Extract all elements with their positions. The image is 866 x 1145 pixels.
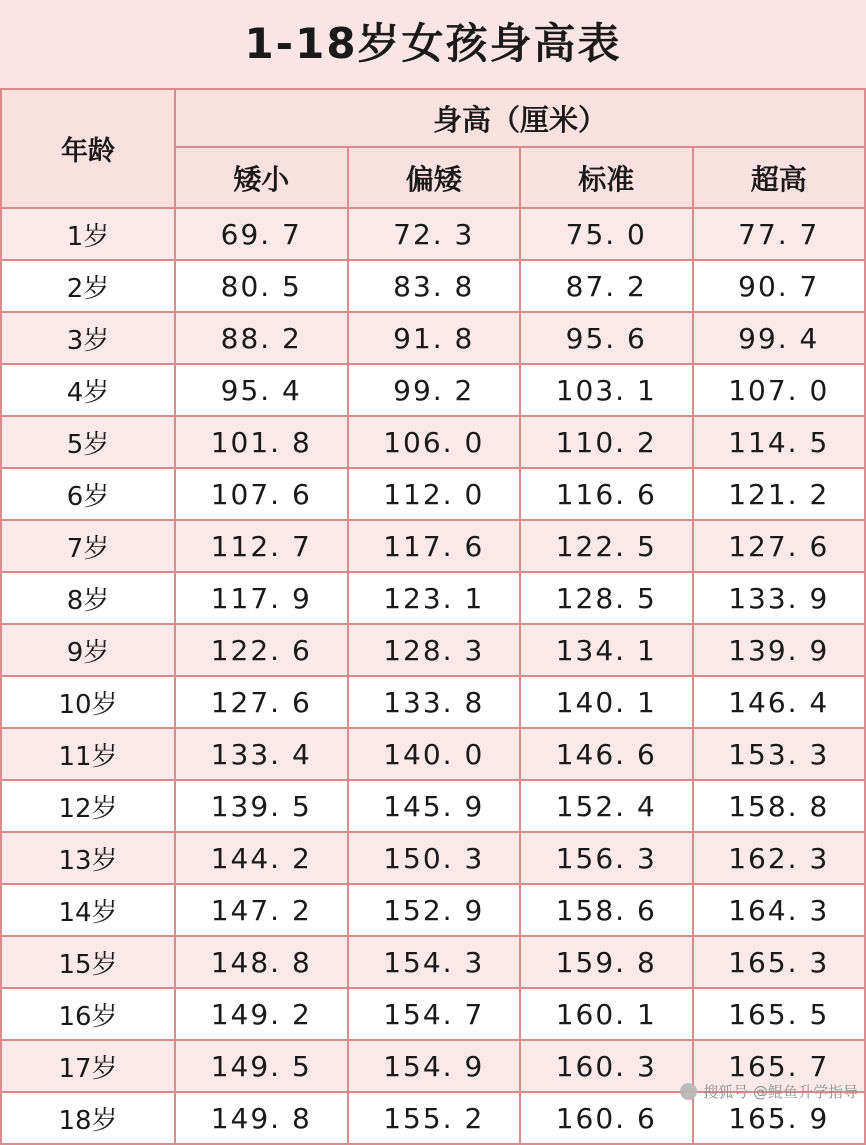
row-value-standard: 156. 3	[520, 832, 693, 884]
row-value-tall: 165. 3	[693, 936, 866, 988]
row-value-tall: 158. 8	[693, 780, 866, 832]
row-value-short: 80. 5	[175, 260, 348, 312]
row-value-short: 112. 7	[175, 520, 348, 572]
user-circle-icon	[680, 1083, 697, 1100]
watermark-text: 搜狐号 @鲲鱼升学指导	[703, 1083, 858, 1101]
row-value-below-avg: 154. 7	[348, 988, 521, 1040]
row-value-short: 107. 6	[175, 468, 348, 520]
row-value-tall: 162. 3	[693, 832, 866, 884]
table-row	[1, 728, 865, 780]
table-row	[1, 936, 865, 988]
table-row	[1, 572, 865, 624]
table-row	[1, 312, 865, 364]
row-age: 12岁	[1, 780, 175, 832]
header-age: 年龄	[1, 89, 175, 208]
row-value-standard: 160. 3	[520, 1040, 693, 1092]
row-value-short: 101. 8	[175, 416, 348, 468]
row-age: 2岁	[1, 260, 175, 312]
header-height-group: 身高（厘米）	[175, 89, 865, 147]
table-header	[1, 89, 865, 208]
row-value-short: 144. 2	[175, 832, 348, 884]
row-value-below-avg: 145. 9	[348, 780, 521, 832]
row-value-below-avg: 123. 1	[348, 572, 521, 624]
row-value-standard: 158. 6	[520, 884, 693, 936]
row-age: 5岁	[1, 416, 175, 468]
row-age: 14岁	[1, 884, 175, 936]
row-value-below-avg: 83. 8	[348, 260, 521, 312]
row-age: 18岁	[1, 1092, 175, 1144]
table-row	[1, 624, 865, 676]
row-age: 8岁	[1, 572, 175, 624]
row-value-standard: 116. 6	[520, 468, 693, 520]
header-row-top	[1, 89, 865, 147]
row-value-tall: 146. 4	[693, 676, 866, 728]
row-value-standard: 128. 5	[520, 572, 693, 624]
row-age: 16岁	[1, 988, 175, 1040]
row-age: 15岁	[1, 936, 175, 988]
row-value-short: 139. 5	[175, 780, 348, 832]
header-col-short: 矮小	[175, 147, 348, 208]
row-value-tall: 90. 7	[693, 260, 866, 312]
table-row	[1, 988, 865, 1040]
row-value-below-avg: 99. 2	[348, 364, 521, 416]
row-value-tall: 133. 9	[693, 572, 866, 624]
row-value-short: 127. 6	[175, 676, 348, 728]
row-value-standard: 160. 1	[520, 988, 693, 1040]
table-row	[1, 468, 865, 520]
row-value-short: 148. 8	[175, 936, 348, 988]
row-value-tall: 165. 5	[693, 988, 866, 1040]
row-value-short: 69. 7	[175, 208, 348, 260]
row-value-short: 117. 9	[175, 572, 348, 624]
row-value-tall: 77. 7	[693, 208, 866, 260]
row-value-below-avg: 112. 0	[348, 468, 521, 520]
row-value-standard: 87. 2	[520, 260, 693, 312]
row-value-short: 149. 2	[175, 988, 348, 1040]
row-value-below-avg: 117. 6	[348, 520, 521, 572]
row-age: 13岁	[1, 832, 175, 884]
row-value-standard: 160. 6	[520, 1092, 693, 1144]
row-age: 1岁	[1, 208, 175, 260]
row-value-standard: 140. 1	[520, 676, 693, 728]
row-value-tall: 107. 0	[693, 364, 866, 416]
row-value-below-avg: 155. 2	[348, 1092, 521, 1144]
row-value-tall: 121. 2	[693, 468, 866, 520]
table-row	[1, 832, 865, 884]
row-value-standard: 122. 5	[520, 520, 693, 572]
row-age: 17岁	[1, 1040, 175, 1092]
row-value-below-avg: 91. 8	[348, 312, 521, 364]
table-row	[1, 520, 865, 572]
row-value-short: 95. 4	[175, 364, 348, 416]
row-age: 6岁	[1, 468, 175, 520]
header-col-standard: 标准	[520, 147, 693, 208]
row-value-standard: 146. 6	[520, 728, 693, 780]
row-value-standard: 103. 1	[520, 364, 693, 416]
page-title: 1-18岁女孩身高表	[244, 19, 622, 68]
table-body	[1, 208, 865, 1144]
row-value-tall: 99. 4	[693, 312, 866, 364]
row-value-tall: 127. 6	[693, 520, 866, 572]
row-value-short: 133. 4	[175, 728, 348, 780]
table-row	[1, 780, 865, 832]
watermark	[680, 1081, 858, 1102]
row-value-standard: 159. 8	[520, 936, 693, 988]
table-row	[1, 416, 865, 468]
row-age: 9岁	[1, 624, 175, 676]
row-value-short: 149. 5	[175, 1040, 348, 1092]
row-value-below-avg: 154. 3	[348, 936, 521, 988]
row-age: 7岁	[1, 520, 175, 572]
row-age: 4岁	[1, 364, 175, 416]
table-row	[1, 676, 865, 728]
girls-height-table	[0, 88, 866, 1145]
row-age: 11岁	[1, 728, 175, 780]
row-value-below-avg: 72. 3	[348, 208, 521, 260]
row-value-tall: 165. 7	[693, 1040, 866, 1092]
table-row	[1, 884, 865, 936]
row-age: 10岁	[1, 676, 175, 728]
row-value-standard: 75. 0	[520, 208, 693, 260]
table-row	[1, 364, 865, 416]
row-value-tall: 114. 5	[693, 416, 866, 468]
row-value-below-avg: 133. 8	[348, 676, 521, 728]
title-band	[0, 0, 866, 88]
header-col-below-avg: 偏矮	[348, 147, 521, 208]
table-row	[1, 260, 865, 312]
row-value-short: 147. 2	[175, 884, 348, 936]
row-value-below-avg: 150. 3	[348, 832, 521, 884]
table-row	[1, 208, 865, 260]
row-value-tall: 165. 9	[693, 1092, 866, 1144]
row-value-standard: 95. 6	[520, 312, 693, 364]
row-value-standard: 110. 2	[520, 416, 693, 468]
row-value-tall: 164. 3	[693, 884, 866, 936]
row-value-short: 122. 6	[175, 624, 348, 676]
row-value-below-avg: 106. 0	[348, 416, 521, 468]
row-value-below-avg: 154. 9	[348, 1040, 521, 1092]
row-value-short: 149. 8	[175, 1092, 348, 1144]
header-col-tall: 超高	[693, 147, 866, 208]
row-value-standard: 134. 1	[520, 624, 693, 676]
row-value-below-avg: 140. 0	[348, 728, 521, 780]
row-value-standard: 152. 4	[520, 780, 693, 832]
row-value-tall: 153. 3	[693, 728, 866, 780]
row-value-below-avg: 152. 9	[348, 884, 521, 936]
row-value-short: 88. 2	[175, 312, 348, 364]
row-value-tall: 139. 9	[693, 624, 866, 676]
row-value-below-avg: 128. 3	[348, 624, 521, 676]
row-age: 3岁	[1, 312, 175, 364]
